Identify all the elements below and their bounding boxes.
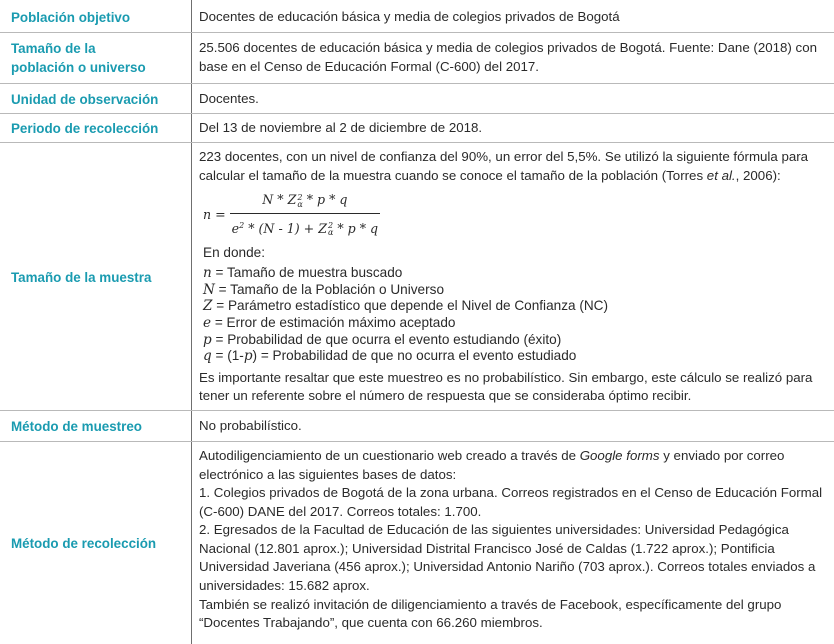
variable-definitions bbox=[203, 265, 828, 365]
intro-text-end: , 2006): bbox=[736, 168, 781, 183]
row-metodo-muestreo bbox=[0, 410, 834, 441]
sample-note: Es importante resaltar que este muestreo es no probabilístico. Sin embargo, este cálculo se realizó para tener un referente sobre el número de respuesta que se consideraba óptimo recibir. bbox=[199, 369, 828, 406]
value-metodo-muestreo: No probabilístico. bbox=[192, 410, 834, 441]
den-part-c: * p * q bbox=[333, 221, 378, 236]
google-forms-em: Google forms bbox=[580, 448, 660, 463]
label-text: Método de muestreo bbox=[11, 417, 187, 436]
formula-numerator bbox=[260, 191, 349, 213]
formula-denominator bbox=[230, 213, 380, 239]
definition-n bbox=[203, 265, 828, 282]
num-part-a: N * Z bbox=[262, 192, 296, 207]
value-unidad-observacion: Docentes. bbox=[192, 84, 834, 114]
var-text: = Tamaño de muestra buscado bbox=[212, 265, 403, 280]
label-text: Unidad de observación bbox=[11, 90, 187, 109]
var-symbol: N bbox=[203, 282, 215, 298]
row-metodo-recoleccion bbox=[0, 441, 834, 644]
row-unidad-observacion bbox=[0, 84, 834, 114]
en-donde-heading: En donde: bbox=[203, 244, 828, 263]
var-text-end: ) = Probabilidad de que no ocurra el evento estudiado bbox=[253, 348, 577, 363]
z-sup-den: 2 bbox=[328, 222, 333, 229]
label-unidad-observacion bbox=[0, 84, 192, 114]
label-text: Población objetivo bbox=[11, 8, 187, 27]
z-sub-den: α bbox=[328, 229, 333, 236]
var-symbol: q bbox=[203, 348, 212, 364]
var-symbol-inline: p bbox=[244, 348, 253, 364]
definition-Z bbox=[203, 298, 828, 315]
row-periodo-recoleccion bbox=[0, 114, 834, 143]
label-metodo-muestreo bbox=[0, 410, 192, 441]
collection-intro bbox=[199, 447, 828, 484]
label-metodo-recoleccion bbox=[0, 441, 192, 644]
var-text: = Parámetro estadístico que depende el Nivel de Confianza (NC) bbox=[212, 298, 608, 313]
value-poblacion-objetivo: Docentes de educación básica y media de colegios privados de Bogotá bbox=[192, 0, 834, 33]
z-sup: 2 bbox=[297, 194, 302, 201]
p1-text-end: y enviado por correo electrónico a las siguientes bases de datos: bbox=[199, 448, 784, 482]
var-symbol: e bbox=[203, 315, 211, 331]
definition-N bbox=[203, 282, 828, 299]
sample-intro bbox=[199, 148, 828, 185]
collection-facebook: También se realizó invitación de diligenciamiento a través de Facebook, específicamente del grupo “Docentes Trabajando”, que cuenta con 66.260 miembros. bbox=[199, 596, 828, 633]
label-text: Tamaño de la muestra bbox=[11, 268, 187, 287]
label-tamano-muestra bbox=[0, 143, 192, 411]
var-symbol: n bbox=[203, 265, 212, 281]
row-tamano-poblacion bbox=[0, 33, 834, 84]
intro-text: 223 docentes, con un nivel de confianza del 90%, un error del 5,5%. Se utilizó la siguiente fórmula para calcular el tamaño de la muestra cuando se conoce el tamaño de la población (Torres bbox=[199, 149, 808, 183]
num-part-b: * p * q bbox=[303, 192, 348, 207]
label-line-1: Tamaño de la bbox=[11, 39, 187, 58]
value-tamano-poblacion: 25.506 docentes de educación básica y media de colegios privados de Bogotá. Fuente: Dane (2018) con base en el Censo de Educación Formal (C-600) del 2017. bbox=[192, 33, 834, 84]
formula-fraction bbox=[230, 191, 380, 238]
var-text: = Tamaño de la Población o Universo bbox=[215, 282, 444, 297]
collection-item-1: 1. Colegios privados de Bogotá de la zona urbana. Correos registrados en el Censo de Educación Formal (C-600) DANE del 2017. Correos totales: 1.700. bbox=[199, 484, 828, 521]
value-metodo-recoleccion bbox=[192, 441, 834, 644]
var-symbol: Z bbox=[203, 298, 212, 314]
definition-q bbox=[203, 348, 828, 365]
label-text: Periodo de recolección bbox=[11, 119, 187, 138]
intro-citation-em: et al. bbox=[707, 168, 736, 183]
label-line-2: población o universo bbox=[11, 58, 187, 77]
den-part-a: e bbox=[232, 221, 239, 236]
definition-e bbox=[203, 315, 828, 332]
row-tamano-muestra bbox=[0, 143, 834, 411]
definition-p bbox=[203, 332, 828, 349]
row-poblacion-objetivo bbox=[0, 0, 834, 33]
label-periodo-recoleccion bbox=[0, 114, 192, 143]
formula-lhs: n = bbox=[203, 206, 226, 225]
z-sub: α bbox=[297, 201, 302, 208]
label-text: Método de recolección bbox=[11, 534, 187, 553]
den-sup: 2 bbox=[239, 221, 244, 230]
p1-text: Autodiligenciamiento de un cuestionario web creado a través de bbox=[199, 448, 580, 463]
collection-item-2: 2. Egresados de la Facultad de Educación de las siguientes universidades: Universidad Pedagógica Nacional (12.801 aprox.); Universidad Distrital Francisco José de Caldas (1.722 aprox.); Pontificia Universidad Javeriana (456 aprox.); Universidad Antonio Nariño (703 aprox.). Correos totales enviados a universidades: 15.682 aprox. bbox=[199, 521, 828, 595]
var-text: = Error de estimación máximo aceptado bbox=[211, 315, 455, 330]
value-tamano-muestra bbox=[192, 143, 834, 411]
sample-size-formula bbox=[203, 191, 828, 238]
label-poblacion-objetivo bbox=[0, 0, 192, 33]
label-tamano-poblacion bbox=[0, 33, 192, 84]
value-periodo-recoleccion: Del 13 de noviembre al 2 de diciembre de 2018. bbox=[192, 114, 834, 143]
var-symbol: p bbox=[203, 332, 212, 348]
var-text: = Probabilidad de que ocurra el evento estudiando (éxito) bbox=[212, 332, 562, 347]
var-text: = (1- bbox=[212, 348, 244, 363]
den-part-b: * (N - 1) + Z bbox=[244, 221, 327, 236]
